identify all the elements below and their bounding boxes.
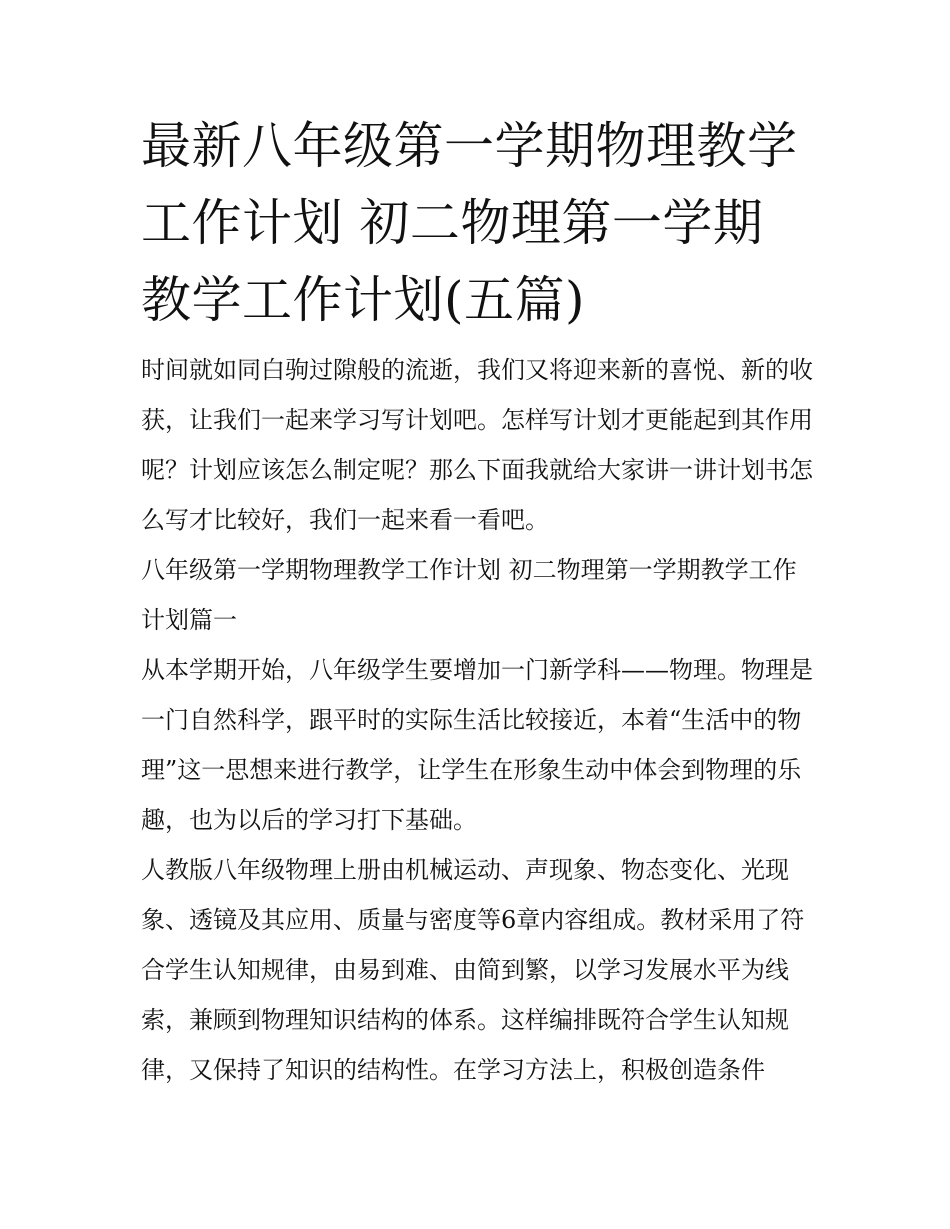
- document-page: [141, 108, 813, 1095]
- section-heading: 八年级第一学期物理教学工作计划 初二物理第一学期教学工作计划篇一: [141, 556, 797, 634]
- intro-paragraph: 时间就如同白驹过隙般的流逝，我们又将迎来新的喜悦、新的收获，让我们一起来学习写计划吧。怎样写计划才更能起到其作用呢？计划应该怎么制定呢？那么下面我就给大家讲一讲计划书怎么写才比较好，我们一起来看一看吧。: [141, 356, 813, 534]
- document-title: 最新八年级第一学期物理教学工作计划 初二物理第一学期教学工作计划(五篇): [141, 117, 798, 329]
- body-paragraph: 从本学期开始，八年级学生要增加一门新学科——物理。物理是一门自然科学，跟平时的实际生活比较接近，本着“生活中的物理”这一思想来进行教学，让学生在形象生动中体会到物理的乐趣，也为以后的学习打下基础。: [141, 656, 813, 834]
- body-paragraph: 人教版八年级物理上册由机械运动、声现象、物态变化、光现象、透镜及其应用、质量与密度等6章内容组成。教材采用了符合学生认知规律，由易到难、由简到繁，以学习发展水平为线索，兼顾到物理知识结构的体系。这样编排既符合学生认知规律，又保持了知识的结构性。在学习方法上，积极创造条件: [141, 856, 805, 1084]
